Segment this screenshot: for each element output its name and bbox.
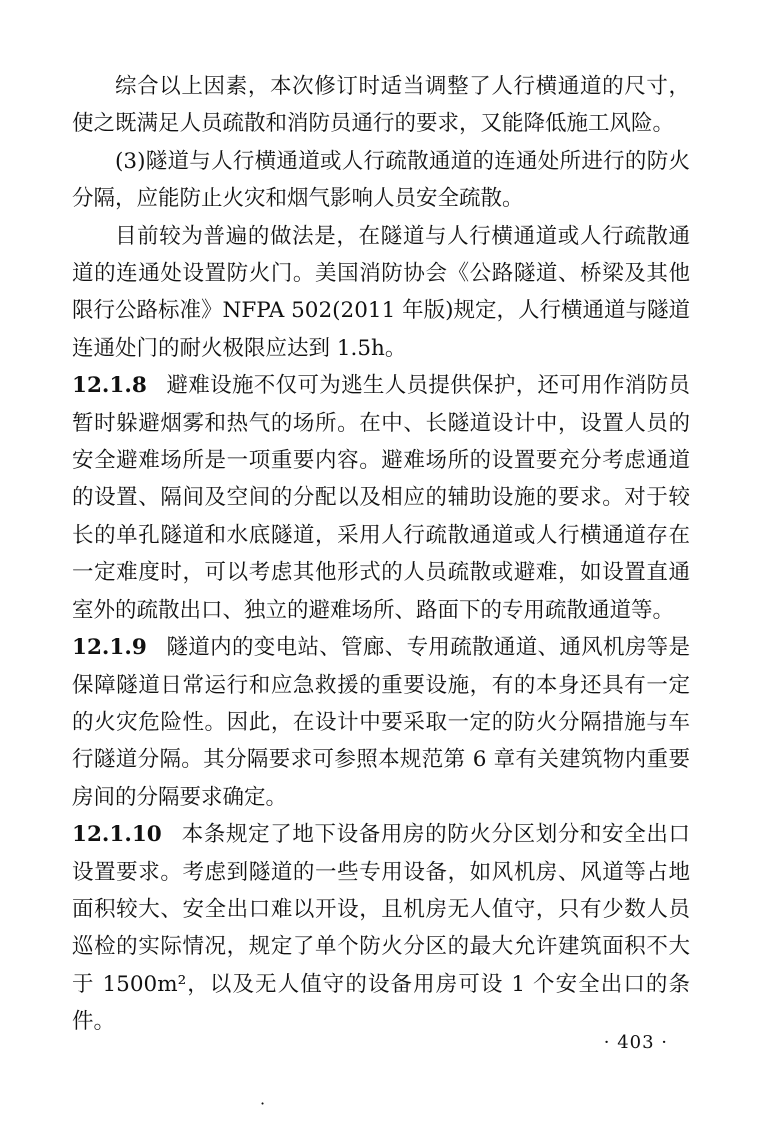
paragraph: (3)隧道与人行横通道或人行疏散通道的连通处所进行的防火分隔，应能防止火灾和烟气影响人员安全疏散。 [72,148,690,212]
clause-text: 隧道内的变电站、管廊、专用疏散通道、通风机房等是保障隧道日常运行和应急救援的重要设施，有的本身还具有一定的火灾危险性。因此，在设计中要采取一定的防火分隔措施与车行隧道分隔。其分隔要求可参照本规范第 6 章有关建筑物内重要房间的分隔要求确定。 [72,635,690,810]
clause-paragraph [72,629,690,816]
paragraph: 目前较为普遍的做法是，在隧道与人行横通道或人行疏散通道的连通处设置防火门。美国消防协会《公路隧道、桥梁及其他限行公路标准》NFPA 502(2011 年版)规定，人行横通道与隧道连通处门的耐火极限应达到 1.5h。 [72,223,690,361]
page-number: · 403 · [603,1032,668,1053]
paragraph: 综合以上因素，本次修订时适当调整了人行横通道的尺寸，使之既满足人员疏散和消防员通行的要求，又能降低施工风险。 [72,74,690,137]
clause-number: 12.1.8 [72,373,147,399]
clause-number: 12.1.10 [72,822,162,848]
clause-paragraph [72,816,690,1040]
body-text [72,68,690,1041]
clause-text: 避难设施不仅可为逃生人员提供保护，还可用作消防员暂时躲避烟雾和热气的场所。在中、长隧道设计中，设置人员的安全避难场所是一项重要内容。避难场所的设置要充分考虑通道的设置、隔间及空间的分配以及相应的辅助设施的要求。对于较长的单孔隧道和水底隧道，采用人行疏散通道或人行横通道存在一定难度时，可以考虑其他形式的人员疏散或避难，如设置直通室外的疏散出口、独立的避难场所、路面下的专用疏散通道等。 [72,373,690,623]
footer-mark: · [260,1094,266,1113]
clause-text: 本条规定了地下设备用房的防火分区划分和安全出口设置要求。考虑到隧道的一些专用设备，如风机房、风道等占地面积较大、安全出口难以开设，且机房无人值守，只有少数人员巡检的实际情况，规定了单个防火分区的最大允许建筑面积不大于 1500m²，以及无人值守的设备用房可设 1 个安全出口的条件。 [72,822,690,1035]
clause-paragraph [72,367,690,629]
clause-number: 12.1.9 [72,635,147,661]
